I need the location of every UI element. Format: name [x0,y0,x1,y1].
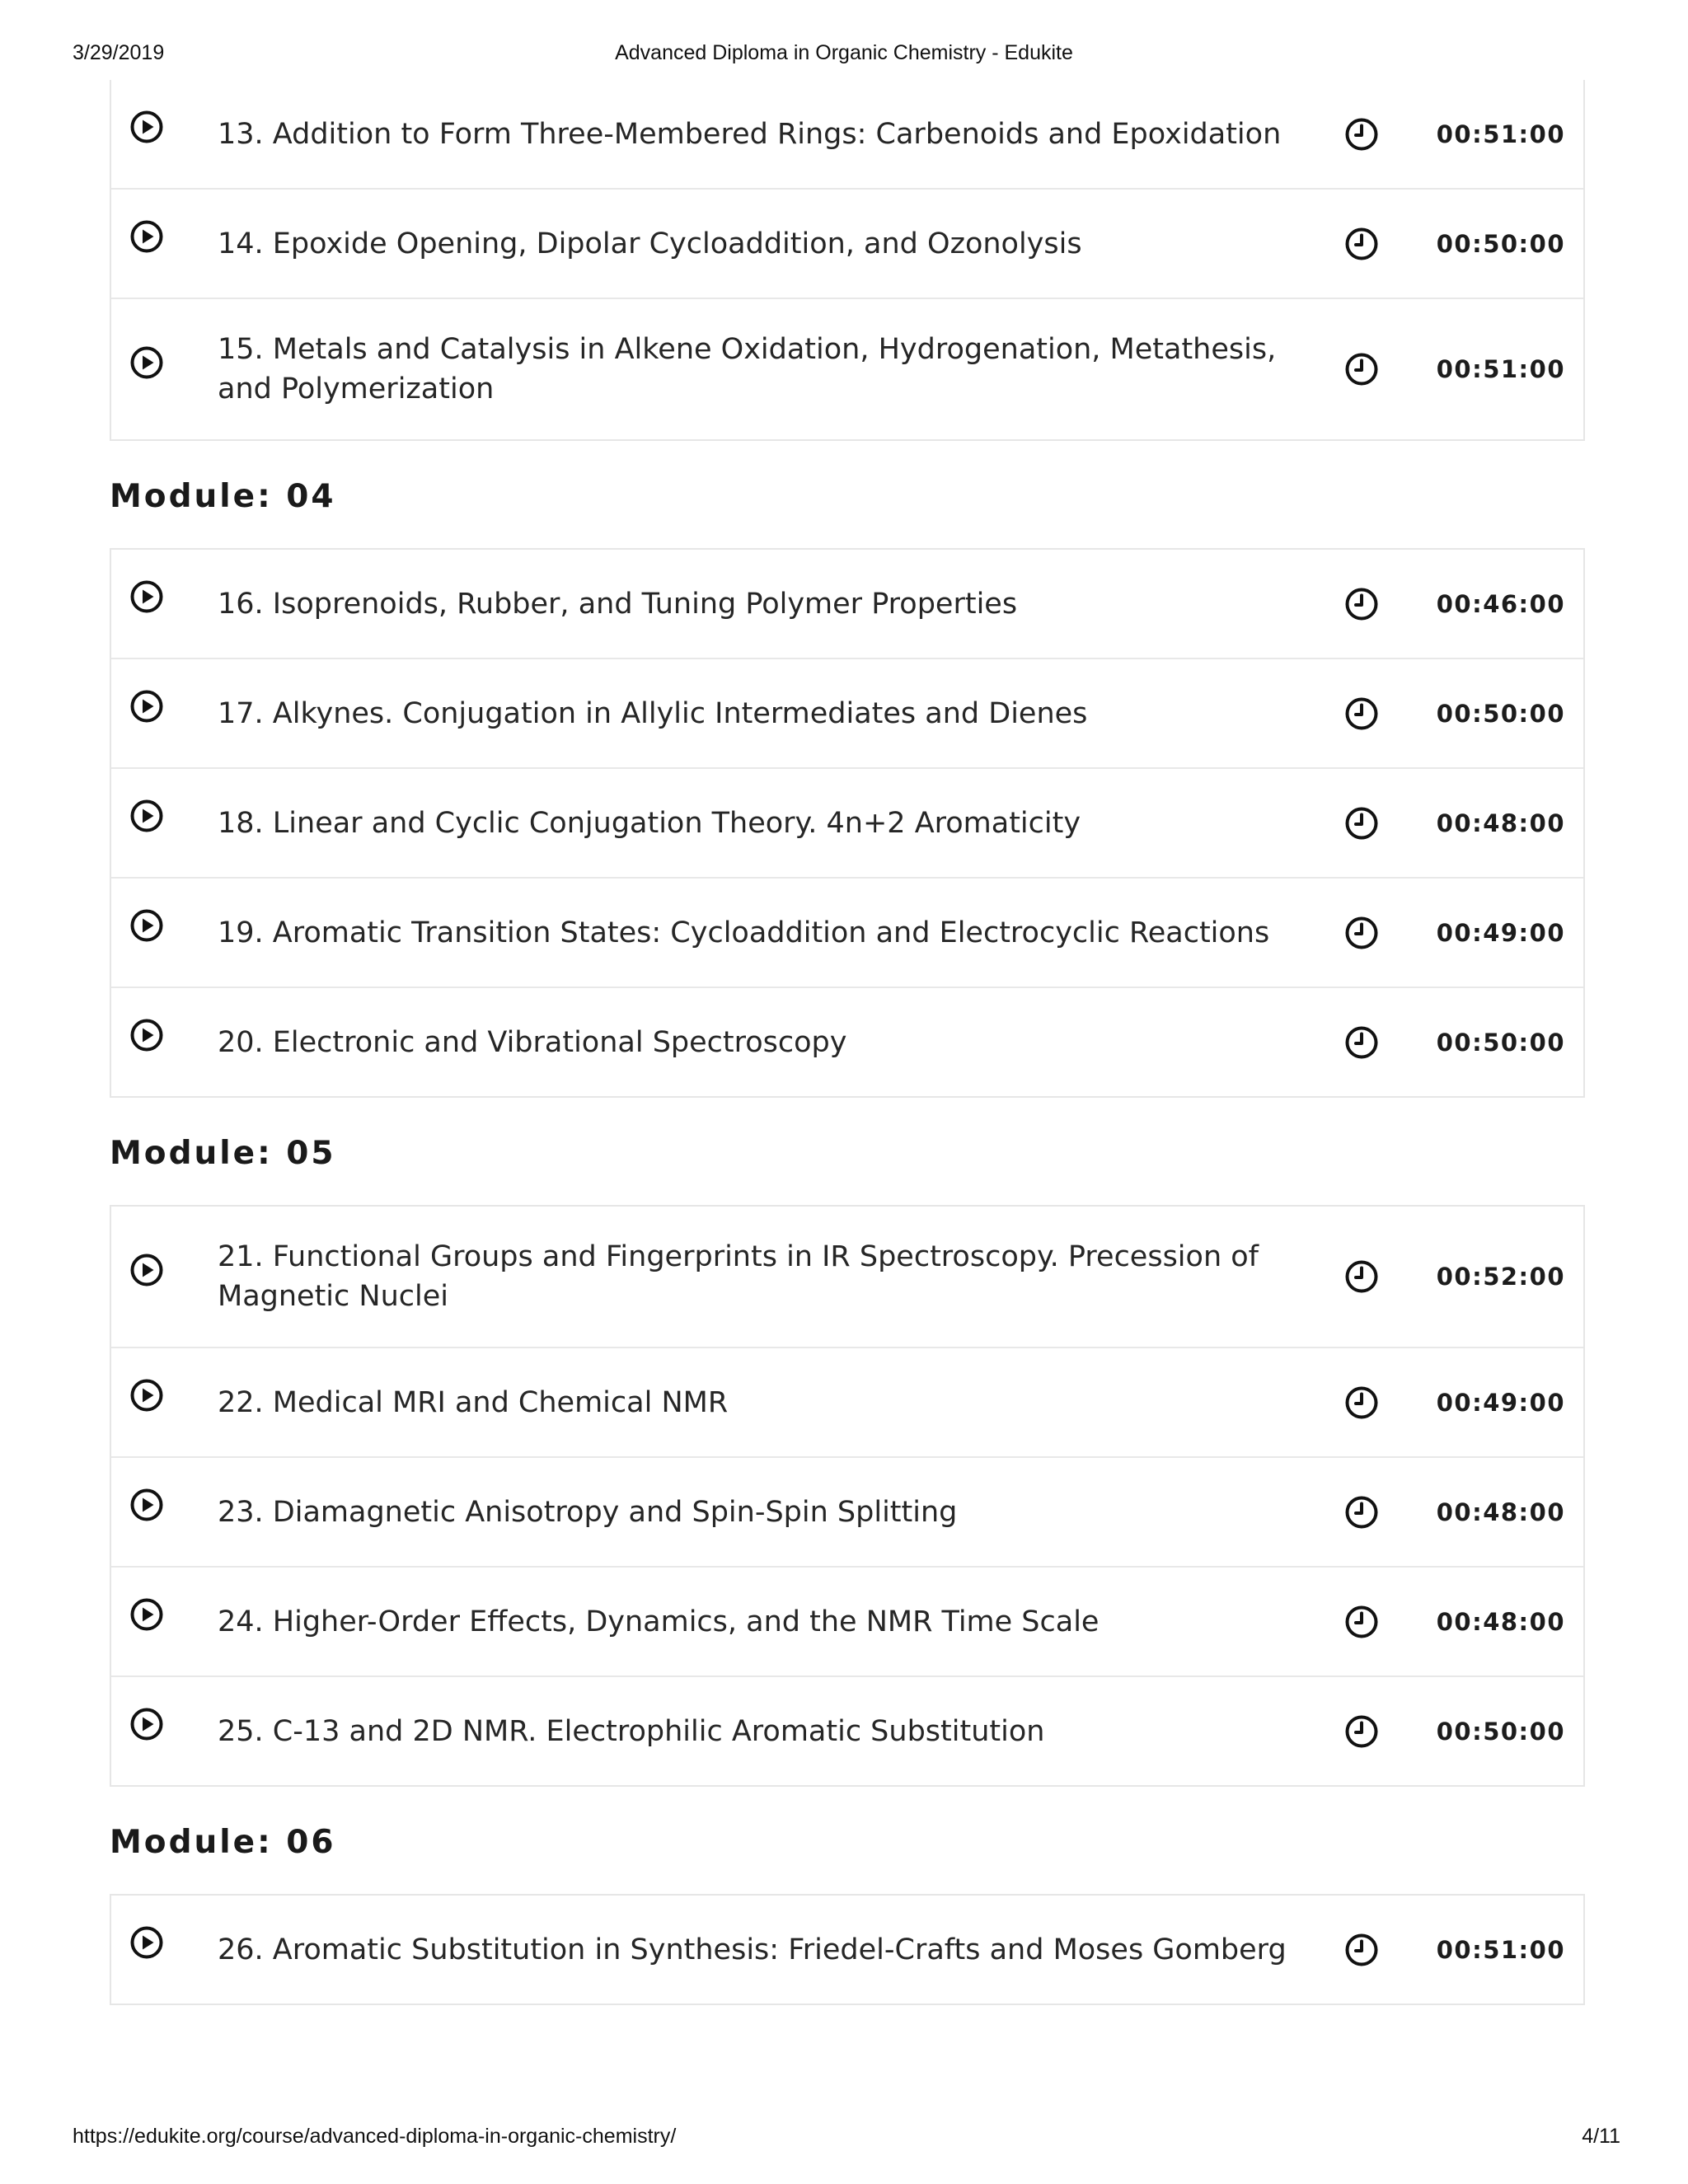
print-date: 3/29/2019 [73,41,165,64]
module-04-lessons [110,548,1585,1098]
lesson-item[interactable] [111,299,1583,439]
lesson-item[interactable] [111,190,1583,299]
clock-icon [1344,696,1379,731]
clock-icon [1344,1495,1379,1530]
module-06-lessons [110,1894,1585,2005]
play-circle-icon[interactable] [129,1378,164,1413]
lesson-duration: 00:52:00 [1436,1263,1565,1291]
lesson-duration: 00:50:00 [1436,1717,1565,1746]
play-circle-icon[interactable] [129,1597,164,1632]
print-footer [0,2125,1688,2158]
clock-icon [1344,352,1379,387]
lesson-title[interactable]: 18. Linear and Cyclic Conjugation Theory. 4n+2 Aromaticity [218,806,1081,840]
clock-icon [1344,227,1379,261]
play-circle-icon[interactable] [129,345,164,380]
play-circle-icon[interactable] [129,110,164,144]
clock-icon [1344,1933,1379,1967]
lesson-title[interactable]: 16. Isoprenoids, Rubber, and Tuning Polymer Properties [218,587,1018,621]
lesson-title[interactable]: 19. Aromatic Transition States: Cycloaddition and Electrocyclic Reactions [218,916,1270,949]
play-circle-icon[interactable] [129,689,164,724]
lesson-item[interactable] [111,988,1583,1096]
lesson-title[interactable]: 20. Electronic and Vibrational Spectroscopy [218,1025,847,1059]
lesson-duration: 00:50:00 [1436,1028,1565,1057]
play-circle-icon[interactable] [129,579,164,614]
print-url: https://edukite.org/course/advanced-diploma-in-organic-chemistry/ [73,2125,677,2148]
lesson-title[interactable]: 23. Diamagnetic Anisotropy and Spin-Spin Splitting [218,1495,958,1529]
lesson-title[interactable]: 15. Metals and Catalysis in Alkene Oxidation, Hydrogenation, Metathesis, and Polymerization [218,333,1277,405]
module-04-heading: Module: 04 [110,478,336,515]
lesson-title[interactable]: 14. Epoxide Opening, Dipolar Cycloaddition, and Ozonolysis [218,227,1082,260]
lesson-title[interactable]: 17. Alkynes. Conjugation in Allylic Intermediates and Dienes [218,696,1088,730]
lesson-duration: 00:46:00 [1436,589,1565,618]
clock-icon [1344,1605,1379,1639]
lesson-duration: 00:51:00 [1436,120,1565,148]
clock-icon [1344,916,1379,950]
print-page-number: 4/11 [1582,2125,1620,2148]
play-circle-icon[interactable] [129,908,164,943]
curriculum-list [110,80,1585,2005]
clock-icon [1344,1025,1379,1060]
lesson-title[interactable]: 21. Functional Groups and Fingerprints in IR Spectroscopy. Precession of Magnetic Nuclei [218,1240,1259,1313]
lesson-duration: 00:51:00 [1436,1935,1565,1964]
lesson-item[interactable] [111,1207,1583,1348]
lesson-title[interactable]: 22. Medical MRI and Chemical NMR [218,1385,729,1419]
module-05-heading: Module: 05 [110,1135,336,1172]
lesson-item[interactable] [111,1348,1583,1458]
lesson-title[interactable]: 26. Aromatic Substitution in Synthesis: Friedel-Crafts and Moses Gomberg [218,1933,1287,1966]
clock-icon [1344,806,1379,841]
clock-icon [1344,587,1379,621]
print-header [0,41,1688,74]
lesson-item[interactable] [111,879,1583,988]
lesson-duration: 00:50:00 [1436,699,1565,728]
lesson-item[interactable] [111,1568,1583,1677]
play-circle-icon[interactable] [129,1488,164,1522]
play-circle-icon[interactable] [129,1707,164,1741]
lesson-duration: 00:50:00 [1436,229,1565,258]
lesson-title[interactable]: 13. Addition to Form Three-Membered Rings: Carbenoids and Epoxidation [218,117,1282,151]
lesson-duration: 00:49:00 [1436,918,1565,947]
lesson-duration: 00:49:00 [1436,1388,1565,1417]
lesson-duration: 00:48:00 [1436,808,1565,837]
lesson-item[interactable] [111,550,1583,659]
clock-icon [1344,1385,1379,1420]
clock-icon [1344,117,1379,152]
module-05-lessons [110,1205,1585,1787]
lesson-title[interactable]: 24. Higher-Order Effects, Dynamics, and the NMR Time Scale [218,1605,1100,1638]
lesson-item[interactable] [111,659,1583,769]
lesson-duration: 00:48:00 [1436,1497,1565,1526]
module-03-lessons [110,80,1585,441]
play-circle-icon[interactable] [129,1925,164,1960]
module-06-heading: Module: 06 [110,1824,336,1861]
play-circle-icon[interactable] [129,1018,164,1052]
print-page-title: Advanced Diploma in Organic Chemistry - Edukite [615,41,1073,64]
lesson-item[interactable] [111,80,1583,190]
lesson-title[interactable]: 25. C-13 and 2D NMR. Electrophilic Aromatic Substitution [218,1714,1045,1748]
play-circle-icon[interactable] [129,799,164,833]
lesson-item[interactable] [111,1458,1583,1568]
lesson-duration: 00:48:00 [1436,1607,1565,1636]
clock-icon [1344,1714,1379,1749]
lesson-item[interactable] [111,1677,1583,1785]
lesson-duration: 00:51:00 [1436,355,1565,383]
lesson-item[interactable] [111,769,1583,879]
play-circle-icon[interactable] [129,219,164,254]
play-circle-icon[interactable] [129,1253,164,1287]
lesson-item[interactable] [111,1896,1583,2004]
clock-icon [1344,1259,1379,1294]
